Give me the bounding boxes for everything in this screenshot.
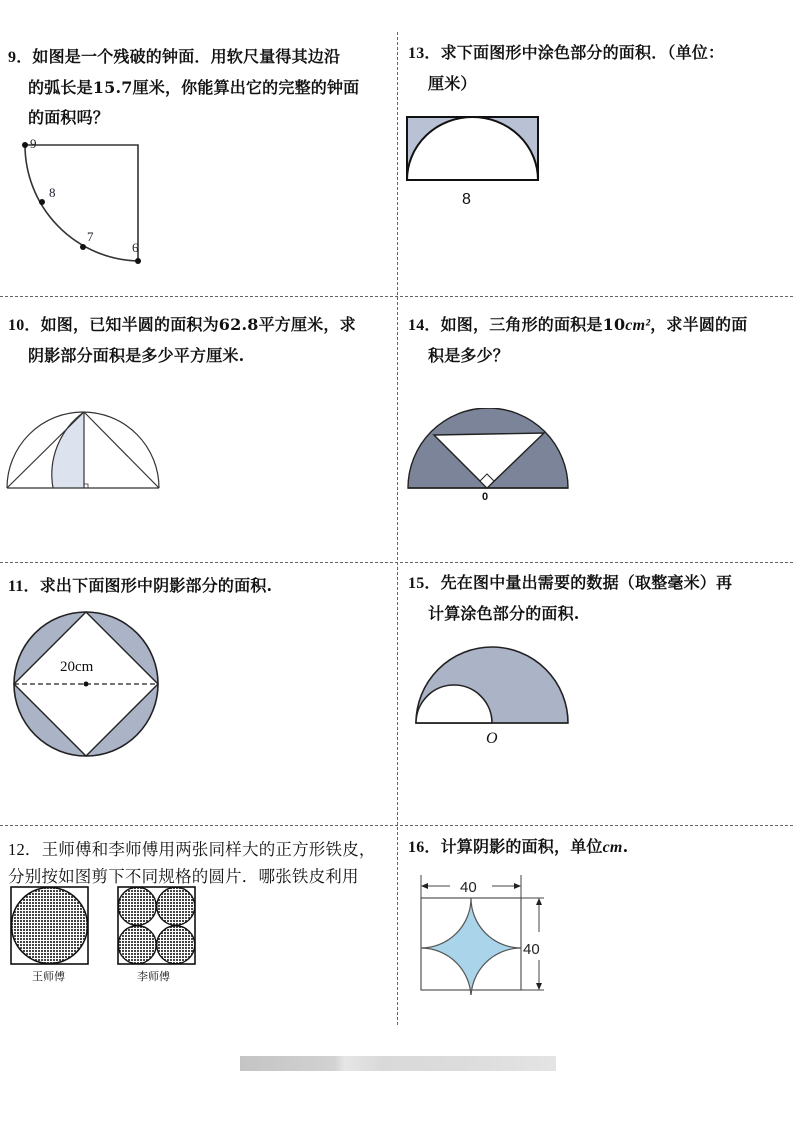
problem-line: 求出下面图形中阴影部分的面积. (39, 576, 273, 595)
problem-11-text (8, 571, 393, 602)
problem-13-text (408, 38, 793, 99)
problem-line: . (622, 837, 629, 856)
problem-line: 阴影部分面积是多少平方厘米. (28, 346, 245, 365)
problem-line: 计算涂色部分的面积. (428, 604, 580, 623)
problem-line: 如图是一个残破的钟面．用软尺量得其边沿 (32, 47, 341, 66)
row-divider-1 (0, 296, 793, 297)
semicircle-inscribed-triangle-figure (404, 408, 574, 503)
clock-label-7: 7 (87, 229, 94, 244)
width-label: 40 (460, 879, 477, 896)
center-label: O (486, 730, 498, 747)
broken-clock-figure (15, 135, 155, 270)
problem-line: 王师傅和李师傅用两张同样大的正方形铁皮， (41, 840, 376, 859)
problem-line: 积是多少？ (428, 346, 510, 365)
center-label: 0 (482, 491, 489, 503)
caption-li: 李师傅 (137, 970, 170, 983)
problem-number: 12． (8, 840, 42, 859)
rectangle-semicircle-figure (404, 114, 544, 214)
base-label: 8 (462, 191, 471, 208)
clock-label-8: 8 (49, 185, 56, 200)
problem-16-text (408, 832, 793, 863)
metal-sheet-circles-figure (8, 884, 208, 989)
unit-cm2: cm² (625, 317, 651, 334)
problem-number: 11． (8, 578, 40, 595)
problem-number: 14． (408, 317, 441, 334)
problem-14-text (408, 310, 793, 371)
problem-10-text (8, 310, 393, 371)
circle-square-figure (10, 610, 162, 760)
problem-12-text (8, 836, 398, 890)
problem-line: 计算阴影的面积，单位 (440, 837, 603, 856)
problem-number: 9． (8, 49, 33, 66)
problem-line: 先在图中量出需要的数据（取整毫米）再 (440, 573, 733, 592)
nested-semicircles-figure (412, 645, 577, 750)
problem-line: 如图，三角形的面积是10 (440, 315, 626, 334)
problem-line: 求下面图形中涂色部分的面积．（单位： (440, 43, 725, 62)
clock-label-6: 6 (132, 240, 139, 255)
height-label: 40 (523, 941, 540, 958)
problem-15-text (408, 568, 793, 629)
problem-line: 厘米） (428, 74, 477, 93)
unit-cm: cm (602, 839, 623, 856)
problem-line: 如图，已知半圆的面积为62.8平方厘米，求 (40, 315, 356, 334)
row-divider-2 (0, 562, 793, 563)
row-divider-3 (0, 825, 793, 826)
blurred-footer (240, 1056, 556, 1071)
clock-label-9: 9 (30, 136, 37, 151)
problem-number: 13． (408, 45, 441, 62)
problem-line: 的弧长是15.7厘米，你能算出它的完整的钟面 (28, 78, 360, 97)
problem-line: ，求半圆的面 (650, 315, 748, 334)
problem-number: 10． (8, 317, 41, 334)
diameter-label: 20cm (60, 659, 94, 675)
square-quarter-circles-figure (416, 870, 556, 995)
problem-9-text (8, 42, 393, 133)
caption-wang: 王师傅 (32, 970, 65, 983)
problem-number: 15． (408, 575, 441, 592)
problem-line: 的面积吗？ (28, 108, 110, 127)
problem-line: 分别按如图剪下不同规格的圆片．哪张铁皮利用 (8, 867, 359, 886)
semicircle-triangle-figure (4, 408, 164, 493)
problem-number: 16． (408, 839, 441, 856)
